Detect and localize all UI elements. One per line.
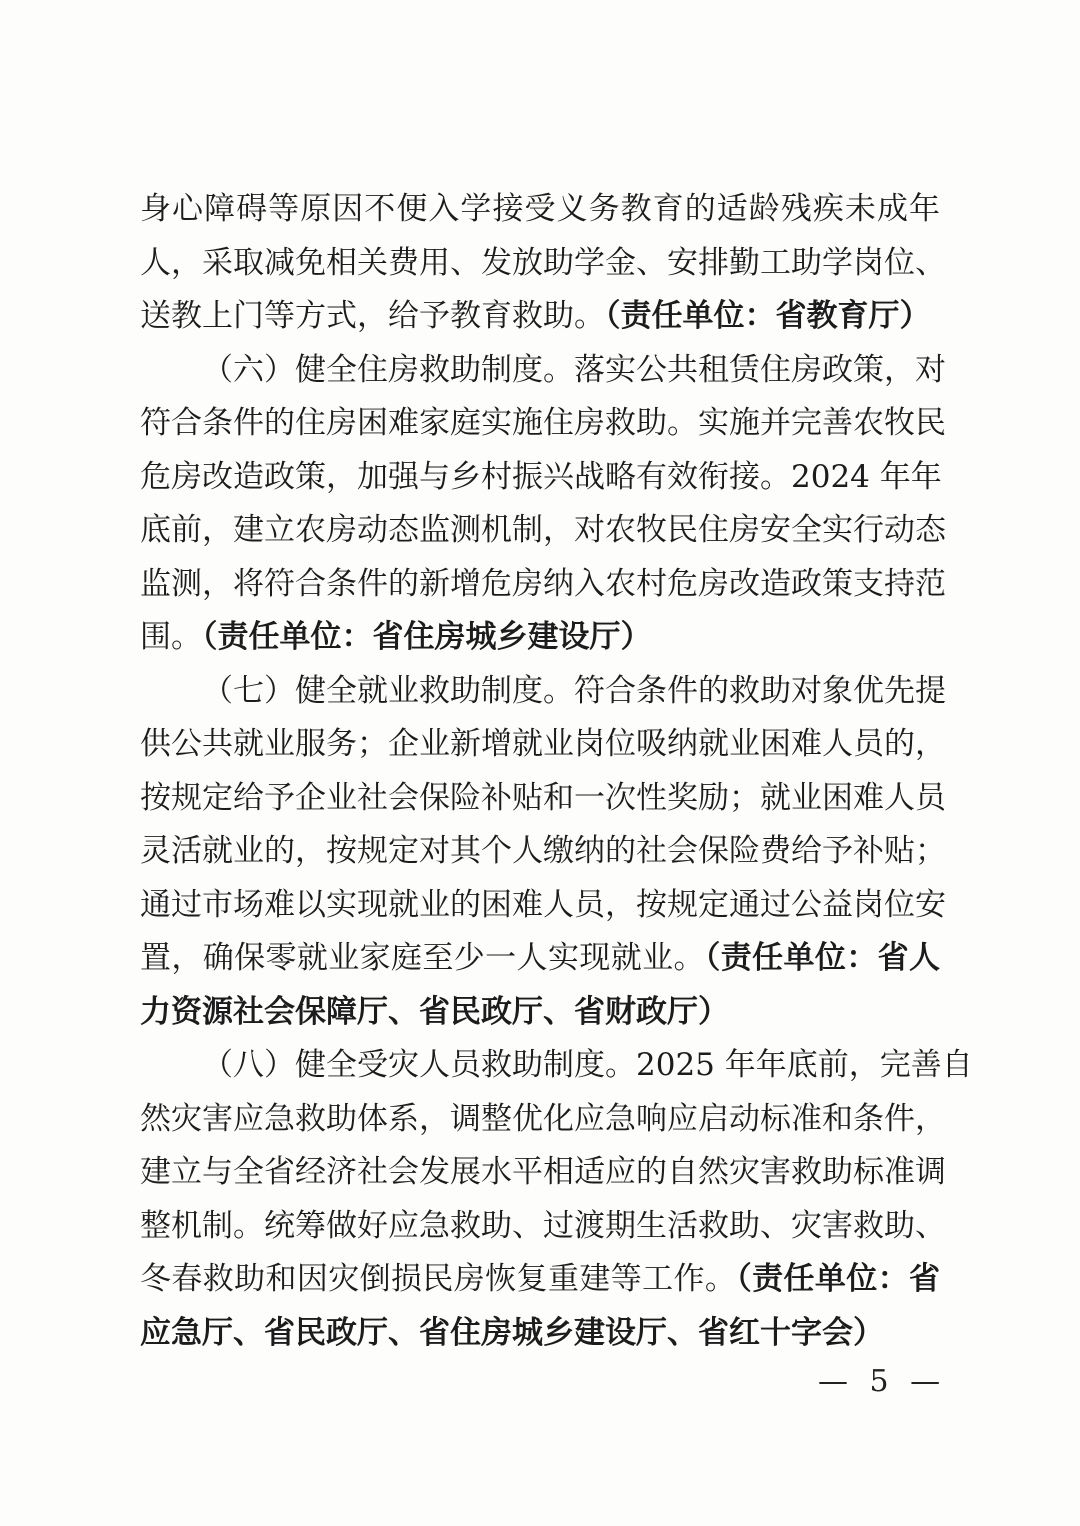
- text-line: [140, 504, 946, 558]
- body-text-span: （八）健全受灾人员救助制度。: [202, 1047, 636, 1083]
- body-text-span: 监测，将符合条件的新增危房纳入农村危房改造政策支持范: [140, 565, 946, 602]
- text-line: [140, 611, 940, 665]
- text-line: [140, 772, 946, 826]
- body-text-span: （六）健全住房救助制度。: [202, 351, 574, 388]
- body-text-span: 供公共就业服务；企业新增就业岗位吸纳就业困难人员的，: [140, 726, 946, 762]
- body-text-span: 围。: [140, 619, 202, 655]
- text-line: [140, 1253, 940, 1307]
- body-text-span: 冬春救助和因灾倒损民房恢复重建等工作。: [140, 1261, 737, 1297]
- text-line: [140, 344, 946, 398]
- responsible-unit-text: （责任单位：省: [736, 1261, 940, 1297]
- text-line: [140, 932, 940, 986]
- text-line: [140, 665, 946, 719]
- body-text-span: 底前，建立农房动态监测机制，对农牧民住房安全实行动态: [140, 512, 946, 548]
- text-line: [140, 1307, 940, 1361]
- responsible-unit-text: （责任单位：省住房城乡建设厅）: [202, 619, 652, 655]
- body-text-span: 置，确保零就业家庭至少一人实现就业。: [140, 940, 705, 976]
- text-line: [140, 451, 940, 505]
- body-text-span: 按规定给予企业社会保险补贴和一次性奖励；就业困难人员: [140, 779, 946, 816]
- body-text-span: 符合条件的救助对象优先提: [574, 672, 946, 709]
- body-text-span: 通过市场难以实现就业的困难人员，按规定通过公益岗位安: [140, 886, 946, 923]
- text-line: [140, 397, 946, 451]
- body-text-span: 整机制。统筹做好应急救助、过渡期生活救助、灾害救助、: [140, 1207, 946, 1244]
- body-text-span: 送教上门等方式，给予教育救助。: [140, 298, 605, 334]
- text-line: [140, 986, 940, 1040]
- text-line: [140, 237, 946, 291]
- body-text-span: 人，采取减免相关费用、发放助学金、安排勤工助学岗位、: [140, 244, 946, 281]
- body-text-span: 2025 年年底前，完善自: [636, 1047, 973, 1083]
- responsible-unit-text: （责任单位：省人: [704, 940, 941, 976]
- body-text-span: 建立与全省经济社会发展水平相适应的自然灾害救助标准调: [140, 1154, 946, 1190]
- responsible-unit-text: 力资源社会保障厅、省民政厅、省财政厅）: [140, 993, 729, 1030]
- text-line: [140, 1200, 946, 1254]
- body-text: [140, 183, 973, 1360]
- body-text-span: 危房改造政策，加强与乡村振兴战略有效衔接。2024 年年: [140, 458, 942, 495]
- text-line: [140, 290, 940, 344]
- text-line: [140, 1146, 946, 1200]
- text-line: [140, 558, 946, 612]
- page-number: — 5 —: [818, 1364, 947, 1399]
- body-text-span: 然灾害应急救助体系，调整优化应急响应启动标准和条件，: [140, 1100, 946, 1137]
- body-text-span: 落实公共租赁住房政策，对: [574, 351, 946, 388]
- body-text-span: 身心障碍等原因不便入学接受义务教育的适龄残疾未成年: [140, 191, 940, 227]
- text-line: [140, 718, 946, 772]
- body-text-span: （七）健全就业救助制度。: [202, 672, 574, 709]
- responsible-unit-text: （责任单位：省教育厅）: [605, 298, 931, 334]
- text-line: [140, 183, 940, 237]
- text-line: [140, 1093, 946, 1147]
- body-text-span: 灵活就业的，按规定对其个人缴纳的社会保险费给予补贴；: [140, 833, 946, 869]
- text-line: [140, 879, 946, 933]
- body-text-span: 符合条件的住房困难家庭实施住房救助。实施并完善农牧民: [140, 405, 946, 441]
- text-line: [140, 825, 946, 879]
- text-line: [140, 1039, 973, 1093]
- responsible-unit-text: 应急厅、省民政厅、省住房城乡建设厅、省红十字会）: [140, 1314, 884, 1351]
